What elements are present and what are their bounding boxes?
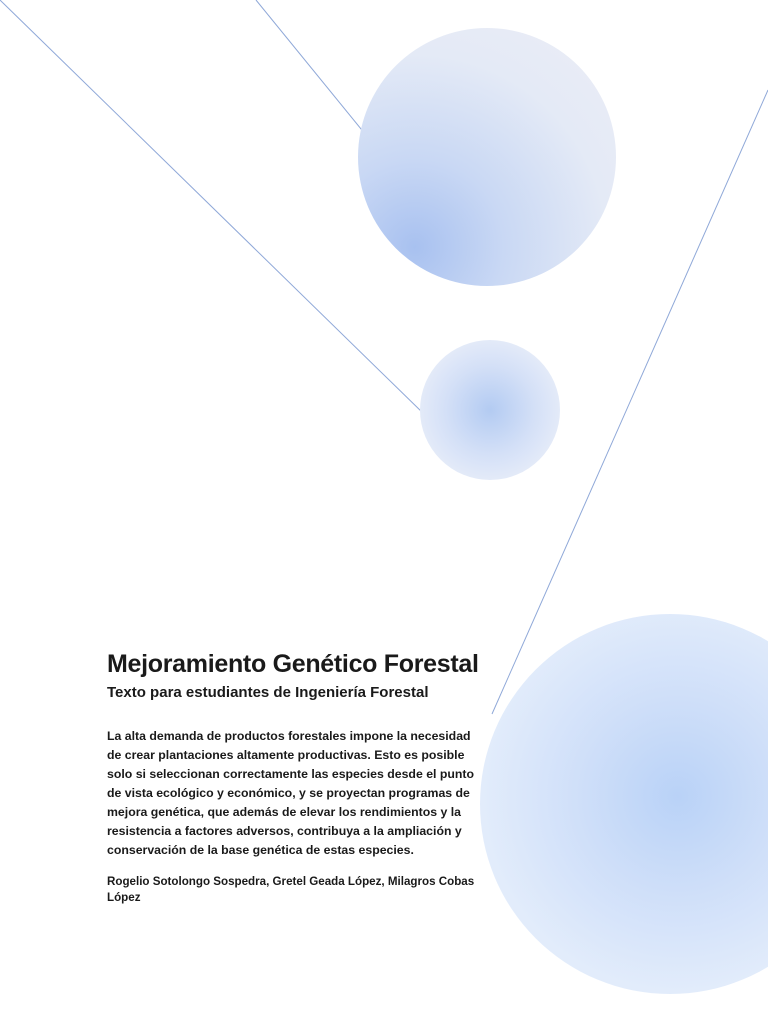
decorative-line-top [256,0,370,140]
authors-list [107,874,474,906]
abstract-line: solo si seleccionan correctamente las especies desde el punto [107,767,475,781]
abstract-line: conservación de la base genética de estas especies. [107,843,414,857]
abstract-paragraph [107,727,474,860]
document-subtitle: Texto para estudiantes de Ingeniería Forestal [107,684,429,701]
decorative-circle-middle [420,340,560,480]
abstract-line: mejora genética, que además de elevar los rendimientos y la [107,805,462,819]
decorative-line-diagonal-left [0,0,425,415]
decorative-circle-top [358,28,616,286]
authors-line: Rogelio Sotolongo Sospedra, Gretel Geada López, Milagros Cobas [107,875,475,888]
abstract-line: La alta demanda de productos forestales impone la necesidad [107,729,471,743]
abstract-line: resistencia a factores adversos, contribuya a la ampliación y [107,824,462,838]
authors-line: López [107,891,141,904]
abstract-line: de vista ecológico y económico, y se proyectan programas de [107,786,470,800]
abstract-line: de crear plantaciones altamente productivas. Esto es posible [107,748,465,762]
document-title: Mejoramiento Genético Forestal [107,650,479,678]
